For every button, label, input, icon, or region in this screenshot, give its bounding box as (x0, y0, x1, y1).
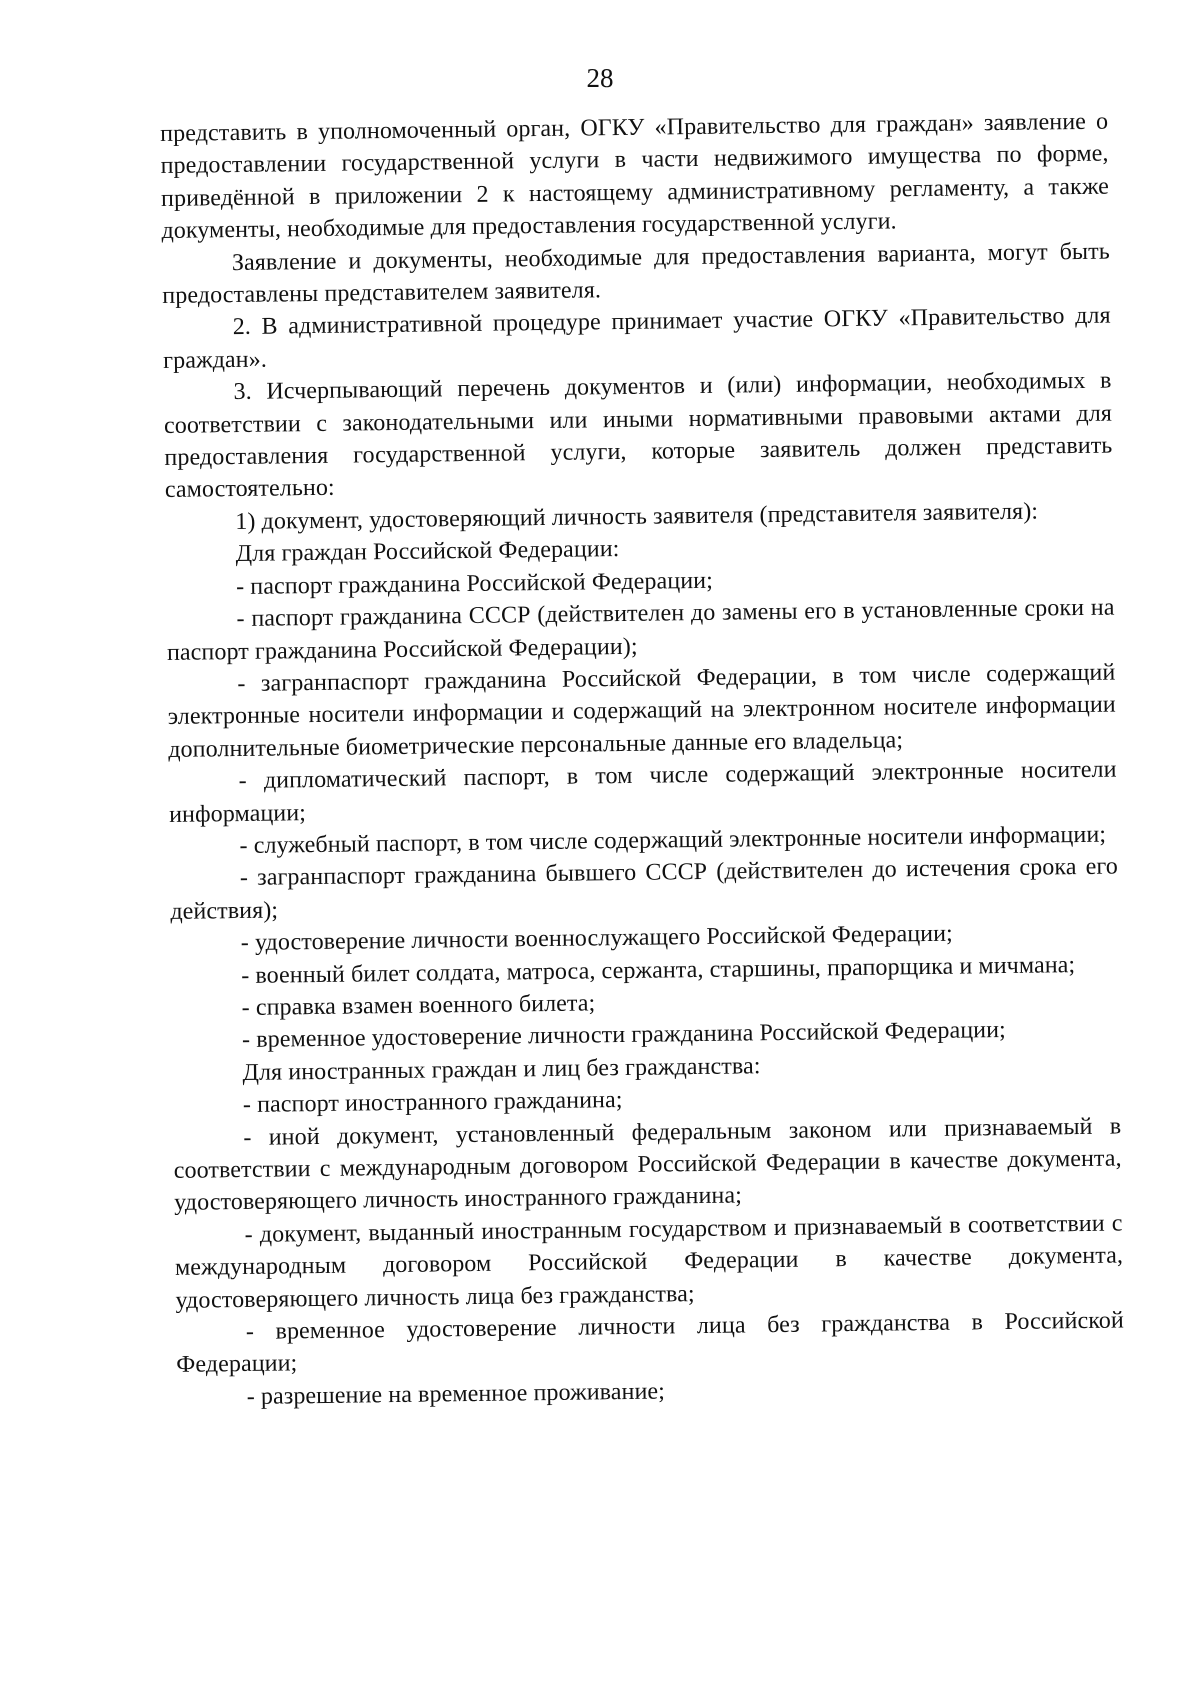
list-item: - паспорт гражданина Российской Федерации; (235, 567, 714, 600)
list-item: - загранпаспорт гражданина бывшего СССР (действителен до истечения срока его действия); (170, 853, 1119, 925)
list-item: - удостоверение личности военнослужащего Российской Федерации; (240, 920, 954, 957)
list-item: - служебный паспорт, в том числе содержащий электронные носители информации; (239, 821, 1107, 859)
list-item: - документ, выданный иностранным государством и признаваемый в соответствии с международным договором Российской Федерации в качестве документа, удостоверяющего личность лица без гражданства; (174, 1210, 1124, 1314)
paragraph-item-2: 2. В административной процедуре принимает участие ОГКУ «Правительство для граждан». (163, 303, 1111, 374)
paragraph-subitem-1: 1) документ, удостоверяющий личность заявителя (представителя заявителя): (235, 498, 1039, 535)
list-item: - паспорт гражданина СССР (действителен до замены его в установленные сроки на паспорт гражданина Российской Федерации); (166, 594, 1115, 666)
list-item: - разрешение на временное проживание; (246, 1378, 666, 1410)
list-item: - паспорт иностранного гражданина; (242, 1087, 623, 1119)
list-item: - загранпаспорт гражданина Российской Федерации, в том числе содержащий электронные носители информации и содержащий на электронном носителе информации дополнительные биометрические персональные данные его владельца; (167, 659, 1116, 763)
list-item: - дипломатический паспорт, в том числе содержащий электронные носители информации; (168, 756, 1117, 828)
paragraph-item-3: 3. Исчерпывающий перечень документов и (или) информации, необходимых в соответствии с законодательными или иными нормативными правовыми актами для предоставления государственной услуги, которые заявитель должен представить самостоятельно: (163, 367, 1113, 504)
list-item: - иной документ, установленный федеральным законом или признаваемый в соответствии с международным договором Российской Федерации в качестве документа, удостоверяющего личность иностранного гражданина; (173, 1113, 1122, 1217)
list-item: - временное удостоверение личности лица без гражданства в Российской Федерации; (176, 1307, 1124, 1379)
list-item: - справка взамен военного билета; (241, 990, 596, 1021)
paragraph-representative: Заявление и документы, необходимые для предоставления варианта, могут быть предоставлены представителем заявителя. (162, 238, 1110, 310)
page-number: 28 (586, 63, 614, 93)
document-body (160, 106, 1125, 1415)
list-item: - временное удостоверение личности гражданина Российской Федерации; (241, 1017, 1007, 1054)
subheading-foreign-citizens: Для иностранных граждан и лиц без гражданства: (242, 1053, 761, 1086)
subheading-russian-citizens: Для граждан Российской Федерации: (235, 536, 620, 568)
paragraph-continuation: представить в уполномоченный орган, ОГКУ «Правительство для граждан» заявление о предоставлении государственной услуги в части недвижимого имущества по форме, приведённой в приложении 2 к настоящему административному регламенту, а также документы, необходимые для предоставления государственной услуги. (160, 108, 1110, 245)
list-item: - военный билет солдата, матроса, сержанта, старшины, прапорщика и мичмана; (241, 951, 1076, 989)
